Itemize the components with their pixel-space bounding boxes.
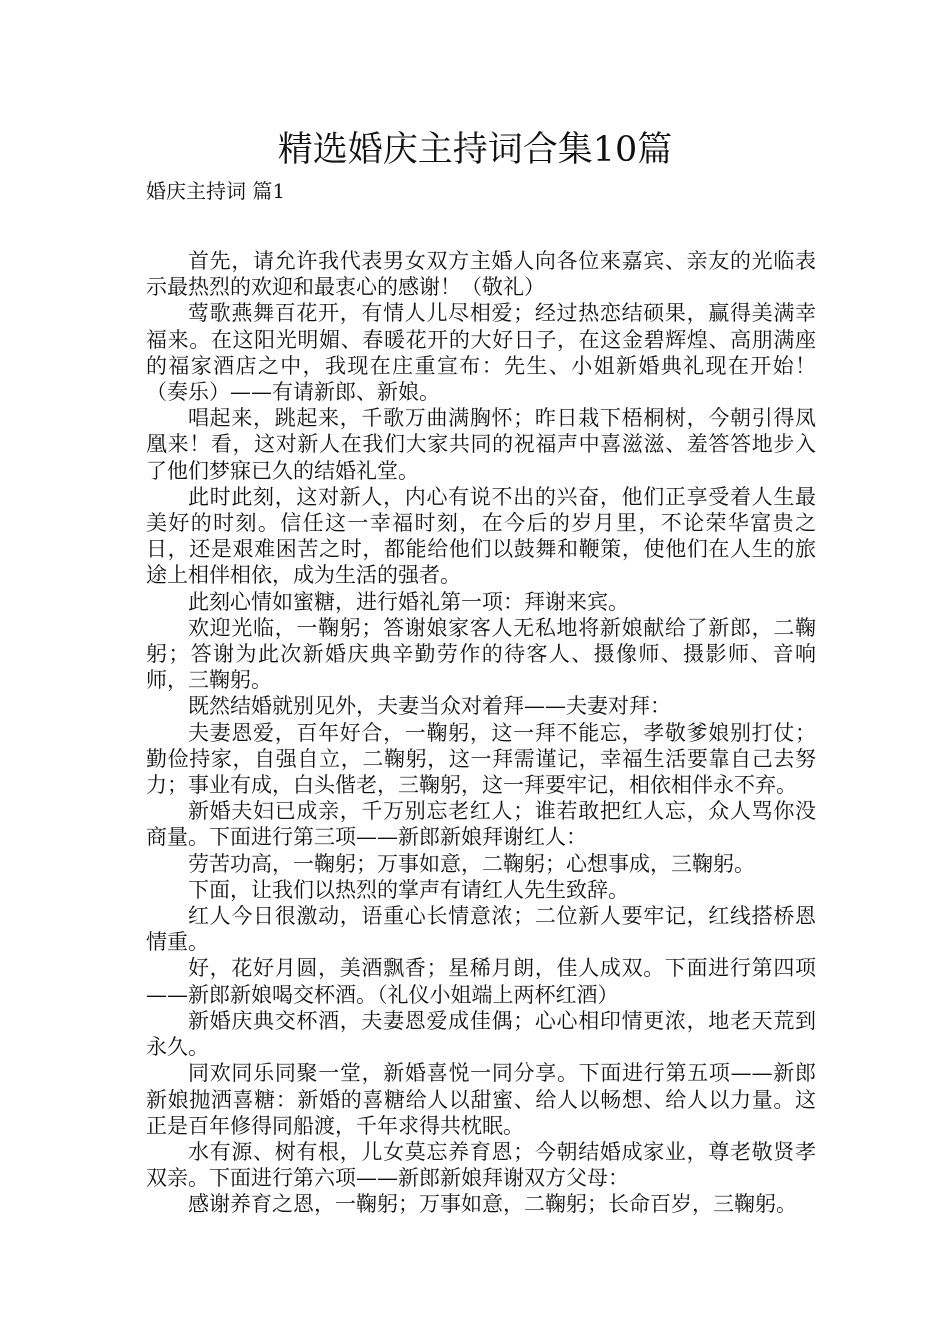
paragraph: 既然结婚就别见外，夫妻当众对着拜——夫妻对拜： xyxy=(188,694,671,719)
paragraph: 劳苦功高，一鞠躬；万事如意，二鞠躬；心想事成，三鞠躬。 xyxy=(188,851,755,876)
document-body xyxy=(146,248,816,1218)
paragraph: 首先，请允许我代表男女双方主婚人向各位来嘉宾、亲友的光临表示最热烈的欢迎和最衷心的感谢！（敬礼） xyxy=(146,249,816,300)
paragraph: 感谢养育之恩，一鞠躬；万事如意，二鞠躬；长命百岁，三鞠躬。 xyxy=(188,1192,797,1217)
paragraph: 新婚庆典交杯酒，夫妻恩爱成佳偶；心心相印情更浓，地老天荒到永久。 xyxy=(146,1008,816,1060)
paragraph: 红人今日很激动，语重心长情意浓；二位新人要牢记，红线搭桥恩情重。 xyxy=(146,904,816,955)
paragraph: 好，花好月圆，美酒飘香；星稀月朗，佳人成双。下面进行第四项——新郎新娘喝交杯酒。（礼仪小姐端上两杯红酒） xyxy=(146,956,816,1007)
paragraph: 新婚夫妇已成亲，千万别忘老红人；谁若敢把红人忘，众人骂你没商量。下面进行第三项——新郎新娘拜谢红人： xyxy=(146,799,816,850)
document-title: 精选婚庆主持词合集10篇 xyxy=(277,130,673,170)
paragraph: 水有源、树有根，儿女莫忘养育恩；今朝结婚成家业，尊老敬贤孝双亲。下面进行第六项——新郎新娘拜谢双方父母： xyxy=(146,1139,816,1191)
paragraph: 此刻心情如蜜糖，进行婚礼第一项：拜谢来宾。 xyxy=(188,589,629,614)
paragraph: 莺歌燕舞百花开，有情人儿尽相爱；经过热恋结硕果，赢得美满幸福来。在这阳光明媚、春暖花开的大好日子，在这金碧辉煌、高朋满座的福家酒店之中，我现在庄重宣布：先生、小姐新婚典礼现在开始！（奏乐）——有请新郎、新娘。 xyxy=(146,301,816,405)
paragraph: 欢迎光临，一鞠躬；答谢娘家客人无私地将新娘献给了新郎，二鞠躬；答谢为此次新婚庆典辛勤劳作的待客人、摄像师、摄影师、音响师，三鞠躬。 xyxy=(146,615,816,693)
paragraph: 下面，让我们以热烈的掌声有请红人先生致辞。 xyxy=(188,877,629,902)
paragraph: 同欢同乐同聚一堂，新婚喜悦一同分享。下面进行第五项——新郎新娘抛洒喜糖：新婚的喜糖给人以甜蜜、给人以畅想、给人以力量。这正是百年修得同船渡，千年求得共枕眠。 xyxy=(146,1061,816,1138)
paragraph: 唱起来，跳起来，千歌万曲满胸怀；昨日栽下梧桐树，今朝引得凤凰来！看，这对新人在我们大家共同的祝福声中喜滋滋、羞答答地步入了他们梦寐已久的结婚礼堂。 xyxy=(146,406,816,483)
section-heading: 婚庆主持词 篇1 xyxy=(146,179,286,203)
paragraph: 此时此刻，这对新人，内心有说不出的兴奋，他们正享受着人生最美好的时刻。信任这一幸福时刻，在今后的岁月里，不论荣华富贵之日，还是艰难困苦之时，都能给他们以鼓舞和鞭策，使他们在人生的旅途上相伴相依，成为生活的强者。 xyxy=(146,484,816,588)
paragraph: 夫妻恩爱，百年好合，一鞠躬，这一拜不能忘，孝敬爹娘别打仗；勤俭持家，自强自立，二鞠躬，这一拜需谨记，幸福生活要靠自己去努力；事业有成，白头偕老，三鞠躬，这一拜要牢记，相依相伴永不弃。 xyxy=(146,720,816,798)
